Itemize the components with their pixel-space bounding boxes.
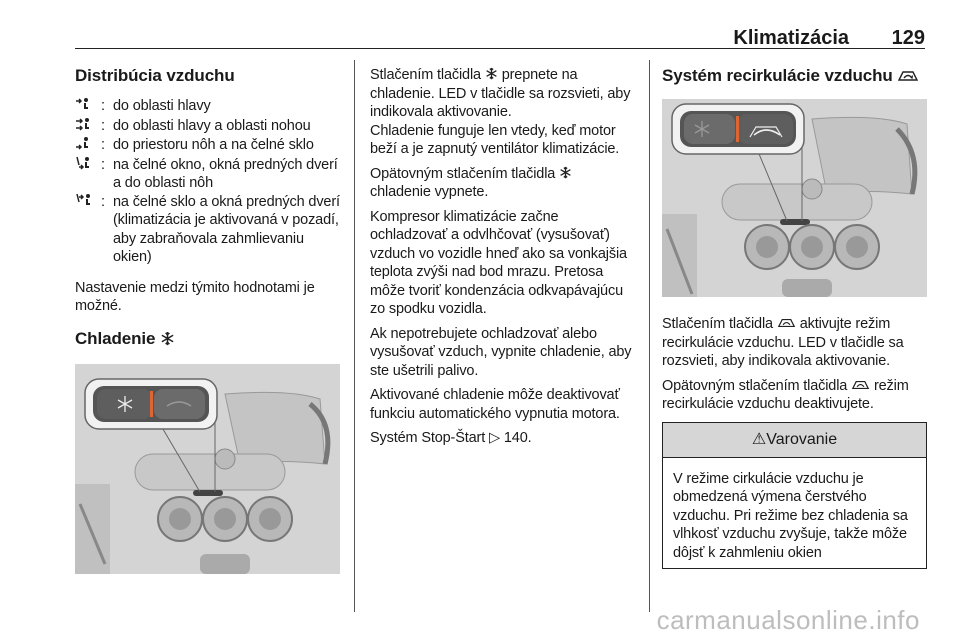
page-number: 129 xyxy=(891,27,925,49)
page-header xyxy=(75,0,925,49)
paragraph: Kompresor klimatizácie začne ochladzovať a odvlhčovať (vysušovať) vzduch vo vozidle hneď ako sa vonkajšia teplota zvýši nad bod mrazu. Pretosa môže tvoriť kondenzácia odkvapávajúcu zo spodku vozidla. xyxy=(370,208,627,317)
reference-arrow-icon: ▷ xyxy=(488,430,500,446)
list-item: : na čelné sklo a okná predných dverí (klimatizácia je aktivovaná v pozadí, aby zabraňovala zahmlievaniu okien) xyxy=(75,193,340,267)
paragraph: Ak nepotrebujete ochladzovať alebo vysušovať vzduch, vypnite chladenie, aby ste ušetrili palivo. xyxy=(370,325,632,379)
watermark: carmanualsonline.info xyxy=(656,605,920,635)
column-1 xyxy=(75,60,340,586)
head-feet-airflow-icon xyxy=(75,117,101,137)
windshield-feet-airflow-icon xyxy=(75,156,101,193)
windshield-airflow-icon xyxy=(75,193,101,267)
feet-airflow-icon xyxy=(75,136,101,156)
recirculation-icon xyxy=(897,67,919,89)
column-divider xyxy=(354,60,355,612)
paragraph: Stlačením tlačidla aktivujte režim recirkulácie vzduchu. LED v tlačidle sa rozsvieti, aby indikovala aktivovanie. xyxy=(662,316,904,369)
section-heading-air-distribution: Distribúcia vzduchu xyxy=(75,66,235,85)
recirculation-icon xyxy=(851,378,870,394)
list-item: : do priestoru nôh a na čelné sklo xyxy=(75,136,340,156)
paragraph: Systém Stop-Štart ▷ 140. xyxy=(370,430,532,446)
list-item: : na čelné okno, okná predných dverí a do oblasti nôh xyxy=(75,156,340,193)
warning-header: ⚠Varovanie xyxy=(663,423,926,458)
paragraph-note: Nastavenie medzi týmito hodnotami je možné. xyxy=(75,279,315,314)
snowflake-icon xyxy=(485,67,498,83)
warning-box xyxy=(662,422,927,570)
list-item: : do oblasti hlavy a oblasti nohou xyxy=(75,117,340,137)
paragraph: Aktivované chladenie môže deaktivovať funkciu automatického vypnutia motora. xyxy=(370,387,620,422)
column-2 xyxy=(370,60,635,454)
cooling-control-panel-illustration xyxy=(75,364,340,574)
list-item: : do oblasti hlavy xyxy=(75,97,340,117)
snowflake-icon xyxy=(559,166,572,182)
paragraph: Opätovným stlačením tlačidla režim recirkulácie vzduchu deaktivujete. xyxy=(662,377,909,412)
section-heading-recirculation: Systém recirkulácie vzduchu xyxy=(662,65,927,89)
head-airflow-icon xyxy=(75,97,101,117)
paragraph: Stlačením tlačidla prepnete na chladenie. LED v tlačidle sa rozsvieti, aby indikovala aktivovanie. xyxy=(370,67,631,120)
page-title: Klimatizácia xyxy=(733,27,849,49)
recirculation-icon xyxy=(777,316,796,332)
column-divider xyxy=(649,60,650,612)
recirculation-control-panel-illustration xyxy=(662,99,927,297)
warning-triangle-icon: ⚠ xyxy=(751,430,767,448)
snowflake-icon xyxy=(160,330,175,352)
paragraph: Chladenie funguje len vtedy, keď motor beží a je zapnutý ventilátor klimatizácie. xyxy=(370,122,620,157)
paragraph: Opätovným stlačením tlačidla chladenie vypnete. xyxy=(370,165,635,202)
air-distribution-list xyxy=(75,97,340,267)
section-heading-cooling: Chladenie xyxy=(75,328,340,352)
column-3 xyxy=(662,60,927,569)
warning-text: V režime cirkulácie vzduchu je obmedzená výmena čerstvého vzduchu. Pri režime bez chladenia sa vlhkosť vzduchu zvyšuje, takže môže dôjsť k zahmleniu okien xyxy=(673,470,908,561)
